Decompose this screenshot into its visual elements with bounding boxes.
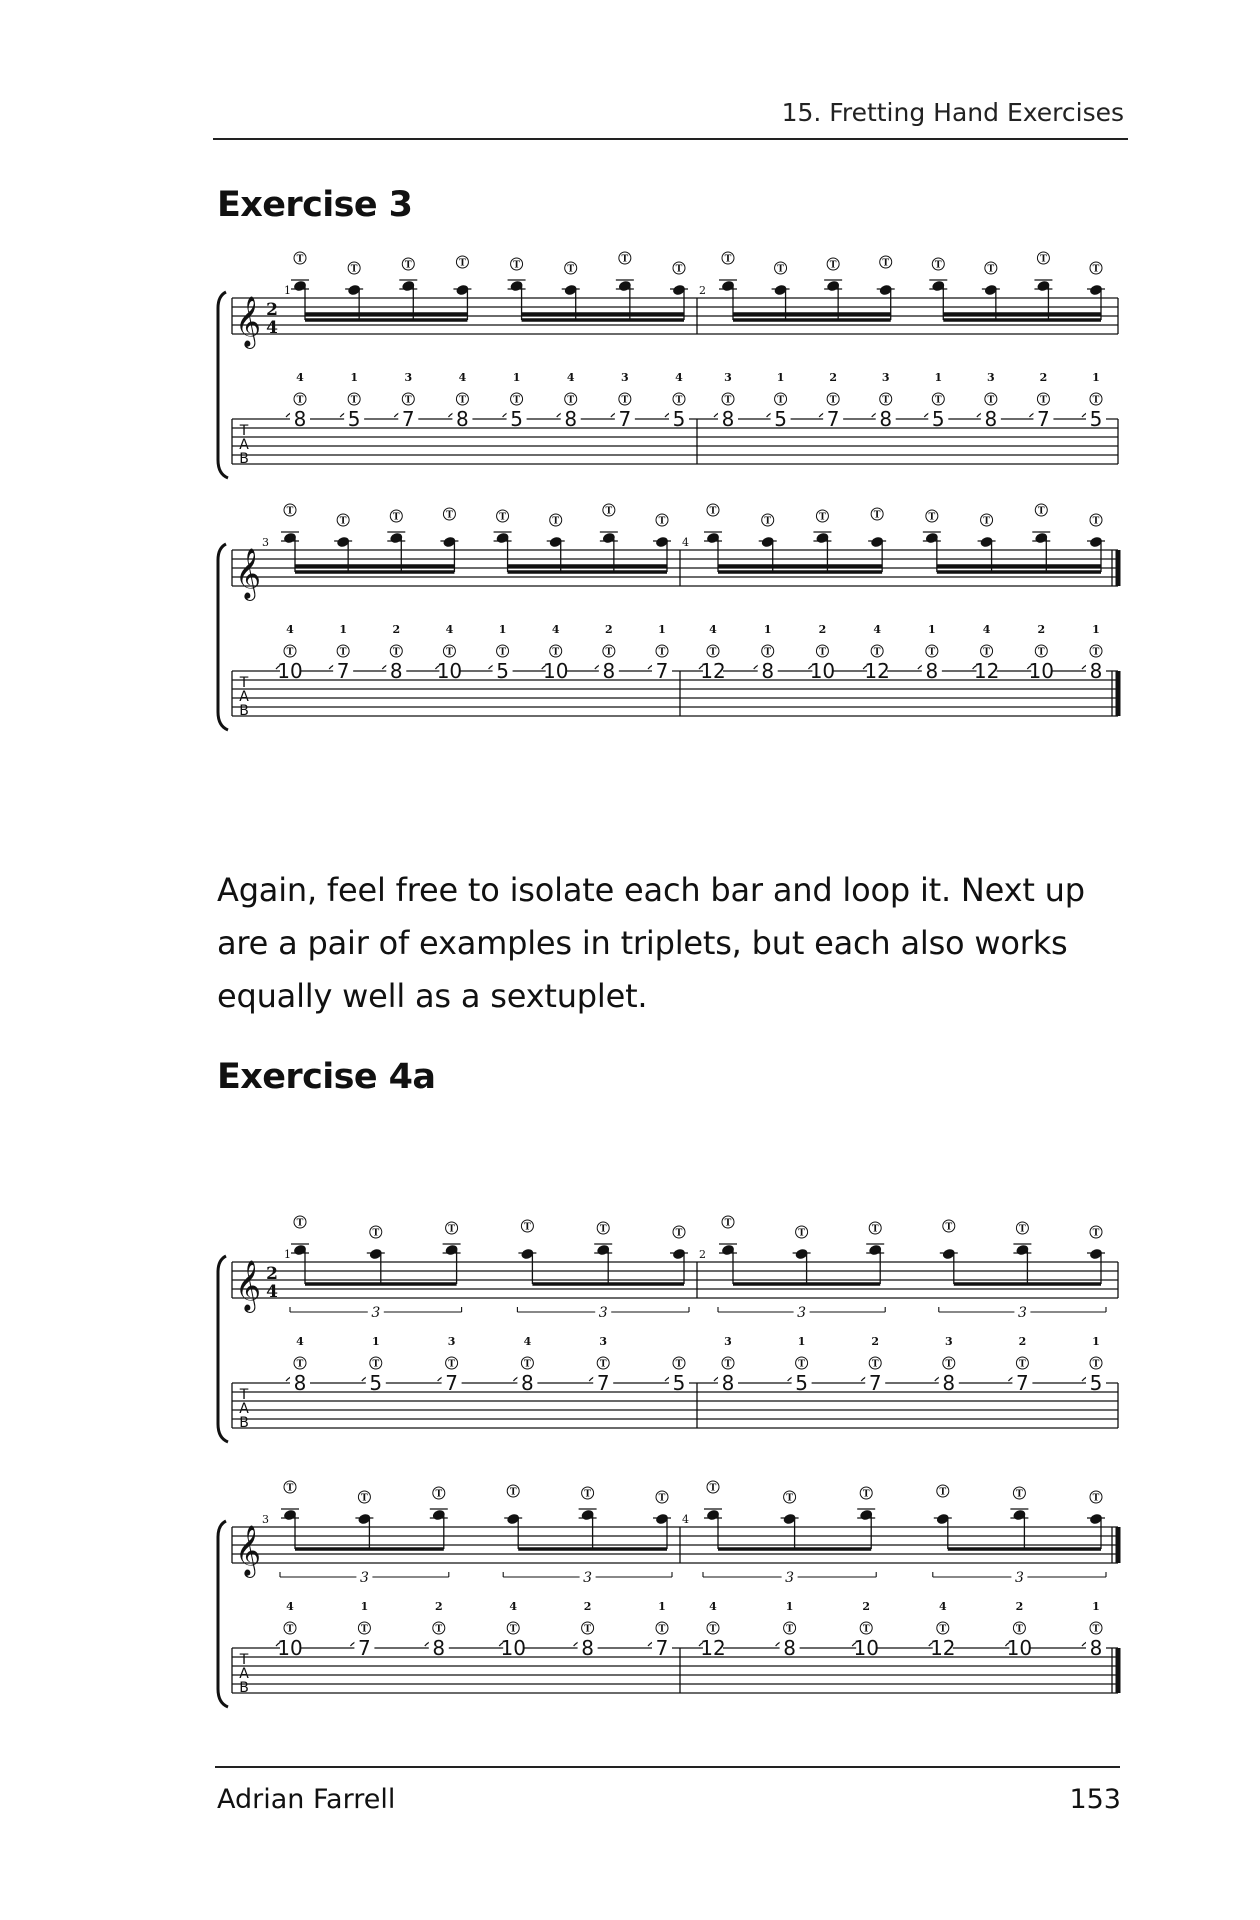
string-circle-label: T [945, 1359, 953, 1370]
string-circle-label: T [361, 1493, 368, 1504]
string-circle-label: T [873, 510, 881, 521]
finger-number: 1 [934, 371, 943, 384]
string-circle-label: T [446, 647, 453, 658]
tab-label: T [239, 1387, 249, 1403]
string-circle-label: T [934, 260, 942, 271]
tuplet-number: 3 [797, 1305, 807, 1321]
fret-number: 5 [369, 1371, 383, 1395]
string-circle-label: T [1092, 264, 1100, 275]
string-circle-label: T [339, 516, 347, 527]
string-circle-label: T [459, 395, 466, 406]
string-circle-label: T [819, 512, 826, 523]
string-circle-label: T [296, 395, 304, 406]
string-circle-label: T [724, 254, 732, 265]
string-circle-label: T [509, 1487, 517, 1498]
finger-number: 1 [1092, 623, 1100, 636]
string-circle-label: T [1092, 516, 1100, 527]
measure-number: 2 [699, 1248, 706, 1261]
string-circle-label: T [1019, 1224, 1026, 1235]
finger-number: 3 [599, 1335, 608, 1348]
treble-clef-icon: 𝄞 [234, 1260, 262, 1311]
string-circle-label: T [724, 1359, 732, 1370]
fret-number: 8 [721, 1371, 735, 1395]
finger-number: 2 [605, 623, 613, 636]
string-circle-label: T [882, 258, 890, 269]
string-circle-label: T [1092, 1624, 1100, 1635]
fret-number: 7 [358, 1636, 371, 1660]
measure-number: 4 [682, 536, 689, 549]
finger-number: 1 [1092, 1600, 1100, 1613]
finger-number: 1 [776, 371, 785, 384]
finger-number: 1 [360, 1600, 369, 1613]
finger-number: 4 [445, 623, 454, 636]
string-circle-label: T [605, 506, 613, 517]
tuplet-number: 3 [359, 1570, 369, 1586]
string-circle-label: T [621, 395, 629, 406]
fret-number: 5 [1089, 1371, 1103, 1395]
string-circle-label: T [764, 647, 772, 658]
string-circle-label: T [987, 395, 995, 406]
fret-number: 8 [293, 1371, 307, 1395]
string-circle-label: T [404, 395, 412, 406]
finger-number: 1 [1092, 1335, 1100, 1348]
fret-number: 7 [1016, 1371, 1029, 1395]
fret-number: 8 [564, 407, 578, 431]
finger-number: 3 [447, 1335, 456, 1348]
tab-label: B [239, 1680, 249, 1696]
fret-number: 10 [542, 659, 569, 683]
string-circle-label: T [829, 395, 837, 406]
fret-number: 8 [721, 407, 735, 431]
finger-number: 4 [566, 371, 575, 384]
finger-number: 2 [1018, 1335, 1027, 1348]
finger-number: 2 [1015, 1600, 1024, 1613]
finger-number: 3 [724, 1335, 732, 1348]
finger-number: 4 [982, 623, 991, 636]
fret-number: 10 [277, 659, 303, 683]
finger-number: 1 [512, 371, 521, 384]
tuplet-number: 3 [583, 1570, 593, 1586]
fret-number: 5 [347, 407, 361, 431]
fret-number: 7 [868, 1371, 882, 1395]
fret-number: 8 [1089, 659, 1103, 683]
finger-number: 3 [724, 371, 732, 384]
string-circle-label: T [350, 395, 358, 406]
finger-number: 1 [763, 623, 772, 636]
string-circle-label: T [361, 1624, 368, 1635]
finger-number: 4 [709, 623, 717, 636]
fret-number: 12 [700, 1636, 726, 1660]
finger-number: 1 [658, 623, 666, 636]
string-circle-label: T [350, 264, 358, 275]
measure-number: 3 [262, 1513, 269, 1526]
string-circle-label: T [1092, 1228, 1100, 1239]
fret-number: 10 [277, 1636, 303, 1660]
tab-label: A [239, 1401, 249, 1417]
measure-number: 1 [284, 1248, 291, 1261]
body-paragraph: Again, feel free to isolate each bar and loop it. Next up are a pair of examples in triplets, but each also works equally well as a sextuplet. [217, 871, 1085, 1015]
page-number: 153 [1069, 1784, 1121, 1815]
exercise-3-title: Exercise 3 [217, 185, 413, 225]
string-circle-label: T [584, 1489, 591, 1500]
fret-number: 8 [521, 1371, 534, 1395]
fret-number: 8 [389, 659, 403, 683]
string-circle-label: T [983, 647, 990, 658]
tab-label: T [239, 423, 249, 439]
system-bracket [218, 1256, 228, 1442]
tuplet-number: 3 [785, 1570, 795, 1586]
time-signature-bottom: 4 [266, 1282, 278, 1302]
tab-label: B [239, 703, 249, 719]
string-circle-label: T [286, 506, 294, 517]
string-circle-label: T [709, 506, 717, 517]
finger-number: 3 [881, 371, 890, 384]
finger-number: 1 [785, 1600, 794, 1613]
string-circle-label: T [552, 516, 560, 527]
finger-number: 3 [987, 371, 995, 384]
string-circle-label: T [392, 512, 400, 523]
finger-number: 1 [797, 1335, 806, 1348]
fret-number: 7 [596, 1371, 610, 1395]
string-circle-label: T [928, 512, 936, 523]
finger-number: 1 [1092, 371, 1100, 384]
system-bracket [218, 1521, 228, 1707]
string-circle-label: T [798, 1359, 805, 1370]
string-circle-label: T [296, 254, 304, 265]
string-circle-label: T [1037, 647, 1045, 658]
string-circle-label: T [934, 395, 942, 406]
tab-label: A [239, 437, 249, 453]
finger-number: 1 [498, 623, 507, 636]
tuplet-number: 3 [1014, 1570, 1024, 1586]
finger-number: 2 [862, 1600, 871, 1613]
tab-label: A [239, 1666, 249, 1682]
string-circle-label: T [709, 647, 717, 658]
string-circle-label: T [1092, 1493, 1100, 1504]
string-circle-label: T [339, 647, 347, 658]
fret-number: 5 [672, 1371, 686, 1395]
string-circle-label: T [372, 1228, 380, 1239]
finger-number: 2 [583, 1600, 592, 1613]
system-bracket [218, 292, 228, 478]
measure-number: 2 [699, 284, 706, 297]
string-circle-label: T [286, 1624, 294, 1635]
fret-number: 7 [655, 1636, 669, 1660]
string-circle-label: T [928, 647, 936, 658]
fret-number: 7 [336, 659, 350, 683]
finger-number: 1 [339, 623, 347, 636]
string-circle-label: T [435, 1624, 443, 1635]
string-circle-label: T [939, 1487, 947, 1498]
string-circle-label: T [296, 1218, 304, 1229]
time-signature-top: 2 [266, 1264, 278, 1284]
string-circle-label: T [764, 516, 772, 527]
string-circle-label: T [404, 260, 412, 271]
finger-number: 4 [523, 1335, 532, 1348]
fret-number: 7 [826, 407, 840, 431]
finger-number: 4 [938, 1600, 947, 1613]
string-circle-label: T [1037, 506, 1045, 517]
finger-number: 2 [1039, 371, 1048, 384]
finger-number: 4 [675, 371, 683, 384]
string-circle-label: T [862, 1489, 870, 1500]
fret-number: 8 [581, 1636, 594, 1660]
treble-clef-icon: 𝄞 [234, 1525, 262, 1576]
fret-number: 7 [655, 659, 669, 683]
string-circle-label: T [499, 647, 506, 658]
string-circle-label: T [724, 1218, 732, 1229]
fret-number: 10 [853, 1636, 879, 1660]
fret-number: 5 [931, 407, 945, 431]
fret-number: 8 [942, 1371, 956, 1395]
string-circle-label: T [1016, 1489, 1023, 1500]
fret-number: 5 [510, 407, 523, 431]
string-circle-label: T [786, 1624, 793, 1635]
exercise-4a-title: Exercise 4a [217, 1057, 436, 1097]
tuplet-number: 3 [1017, 1305, 1027, 1321]
string-circle-label: T [599, 1359, 607, 1370]
fret-number: 8 [602, 659, 616, 683]
footer-author: Adrian Farrell [217, 1784, 396, 1815]
footer-rule [215, 1766, 1120, 1768]
fret-number: 5 [496, 659, 509, 683]
finger-number: 1 [371, 1335, 380, 1348]
string-circle-label: T [987, 264, 995, 275]
string-circle-label: T [446, 510, 453, 521]
string-circle-label: T [871, 1359, 879, 1370]
string-circle-label: T [499, 512, 506, 523]
string-circle-label: T [296, 1359, 304, 1370]
string-circle-label: T [513, 395, 520, 406]
fret-number: 5 [774, 407, 787, 431]
string-circle-label: T [675, 395, 683, 406]
tab-label: T [239, 1652, 249, 1668]
string-circle-label: T [983, 516, 990, 527]
fret-number: 8 [432, 1636, 446, 1660]
fret-number: 5 [1089, 407, 1103, 431]
finger-number: 4 [509, 1600, 518, 1613]
fret-number: 10 [809, 659, 836, 683]
fret-number: 7 [445, 1371, 458, 1395]
measure-number: 3 [262, 536, 269, 549]
treble-clef-icon: 𝄞 [234, 548, 262, 599]
string-circle-label: T [435, 1489, 443, 1500]
string-circle-label: T [819, 647, 826, 658]
fret-number: 8 [925, 659, 939, 683]
string-circle-label: T [513, 260, 520, 271]
fret-number: 12 [864, 659, 890, 683]
string-circle-label: T [605, 647, 613, 658]
string-circle-label: T [675, 264, 683, 275]
string-circle-label: T [871, 1224, 879, 1235]
string-circle-label: T [509, 1624, 517, 1635]
fret-number: 7 [401, 407, 415, 431]
string-circle-label: T [286, 1483, 294, 1494]
fret-number: 12 [700, 659, 726, 683]
string-circle-label: T [786, 1493, 793, 1504]
finger-number: 3 [621, 371, 629, 384]
fret-number: 5 [795, 1371, 808, 1395]
string-circle-label: T [945, 1222, 953, 1233]
fret-number: 10 [500, 1636, 526, 1660]
measure-number: 4 [682, 1513, 689, 1526]
fret-number: 10 [1006, 1636, 1033, 1660]
fret-number: 10 [1028, 659, 1055, 683]
finger-number: 1 [350, 371, 358, 384]
string-circle-label: T [675, 1228, 683, 1239]
finger-number: 2 [829, 371, 837, 384]
string-circle-label: T [829, 260, 837, 271]
fret-number: 8 [456, 407, 469, 431]
string-circle-label: T [1092, 647, 1100, 658]
finger-number: 4 [296, 371, 304, 384]
fret-number: 8 [293, 407, 307, 431]
string-circle-label: T [862, 1624, 870, 1635]
string-circle-label: T [658, 516, 666, 527]
fret-number: 8 [761, 659, 775, 683]
fret-number: 8 [984, 407, 998, 431]
string-circle-label: T [724, 395, 732, 406]
string-circle-label: T [584, 1624, 591, 1635]
finger-number: 4 [709, 1600, 717, 1613]
string-circle-label: T [882, 395, 890, 406]
string-circle-label: T [448, 1359, 455, 1370]
string-circle-label: T [1092, 1359, 1100, 1370]
string-circle-label: T [459, 258, 466, 269]
string-circle-label: T [524, 1359, 531, 1370]
finger-number: 2 [871, 1335, 880, 1348]
fret-number: 8 [783, 1636, 796, 1660]
finger-number: 4 [458, 371, 467, 384]
finger-number: 1 [928, 623, 936, 636]
string-circle-label: T [1092, 395, 1100, 406]
string-circle-label: T [675, 1359, 683, 1370]
string-circle-label: T [777, 395, 784, 406]
string-circle-label: T [709, 1483, 717, 1494]
string-circle-label: T [777, 264, 784, 275]
fret-number: 12 [930, 1636, 956, 1660]
string-circle-label: T [621, 254, 629, 265]
time-signature-bottom: 4 [266, 318, 278, 338]
tab-label: T [239, 675, 249, 691]
finger-number: 4 [286, 623, 294, 636]
string-circle-label: T [599, 1224, 607, 1235]
finger-number: 1 [658, 1600, 666, 1613]
time-signature-top: 2 [266, 300, 278, 320]
finger-number: 4 [873, 623, 881, 636]
finger-number: 4 [286, 1600, 294, 1613]
string-circle-label: T [658, 1624, 666, 1635]
string-circle-label: T [709, 1624, 717, 1635]
finger-number: 2 [434, 1600, 443, 1613]
string-circle-label: T [658, 647, 666, 658]
system-bracket [218, 544, 228, 730]
fret-number: 12 [973, 659, 1000, 683]
finger-number: 3 [404, 371, 413, 384]
finger-number: 2 [1037, 623, 1046, 636]
string-circle-label: T [1040, 395, 1047, 406]
finger-number: 2 [818, 623, 827, 636]
fret-number: 8 [1089, 1636, 1103, 1660]
fret-number: 7 [618, 407, 632, 431]
string-circle-label: T [939, 1624, 947, 1635]
string-circle-label: T [372, 1359, 380, 1370]
fret-number: 5 [672, 407, 686, 431]
string-circle-label: T [873, 647, 881, 658]
tuplet-number: 3 [371, 1305, 381, 1321]
string-circle-label: T [658, 1493, 666, 1504]
treble-clef-icon: 𝄞 [234, 296, 262, 347]
tuplet-number: 3 [598, 1305, 608, 1321]
finger-number: 3 [944, 1335, 953, 1348]
string-circle-label: T [798, 1228, 805, 1239]
tab-label: A [239, 689, 249, 705]
string-circle-label: T [448, 1224, 455, 1235]
tab-label: B [239, 1415, 249, 1431]
tab-label: B [239, 451, 249, 467]
measure-number: 1 [284, 284, 291, 297]
string-circle-label: T [552, 647, 560, 658]
fret-number: 10 [436, 659, 463, 683]
finger-number: 2 [392, 623, 401, 636]
finger-number: 4 [551, 623, 560, 636]
string-circle-label: T [524, 1222, 531, 1233]
fret-number: 8 [879, 407, 893, 431]
string-circle-label: T [392, 647, 400, 658]
string-circle-label: T [1019, 1359, 1026, 1370]
string-circle-label: T [1016, 1624, 1023, 1635]
finger-number: 4 [296, 1335, 304, 1348]
fret-number: 7 [1037, 407, 1050, 431]
string-circle-label: T [286, 647, 294, 658]
running-title: 15. Fretting Hand Exercises [781, 98, 1124, 127]
string-circle-label: T [567, 395, 575, 406]
string-circle-label: T [567, 264, 575, 275]
string-circle-label: T [1040, 254, 1047, 265]
